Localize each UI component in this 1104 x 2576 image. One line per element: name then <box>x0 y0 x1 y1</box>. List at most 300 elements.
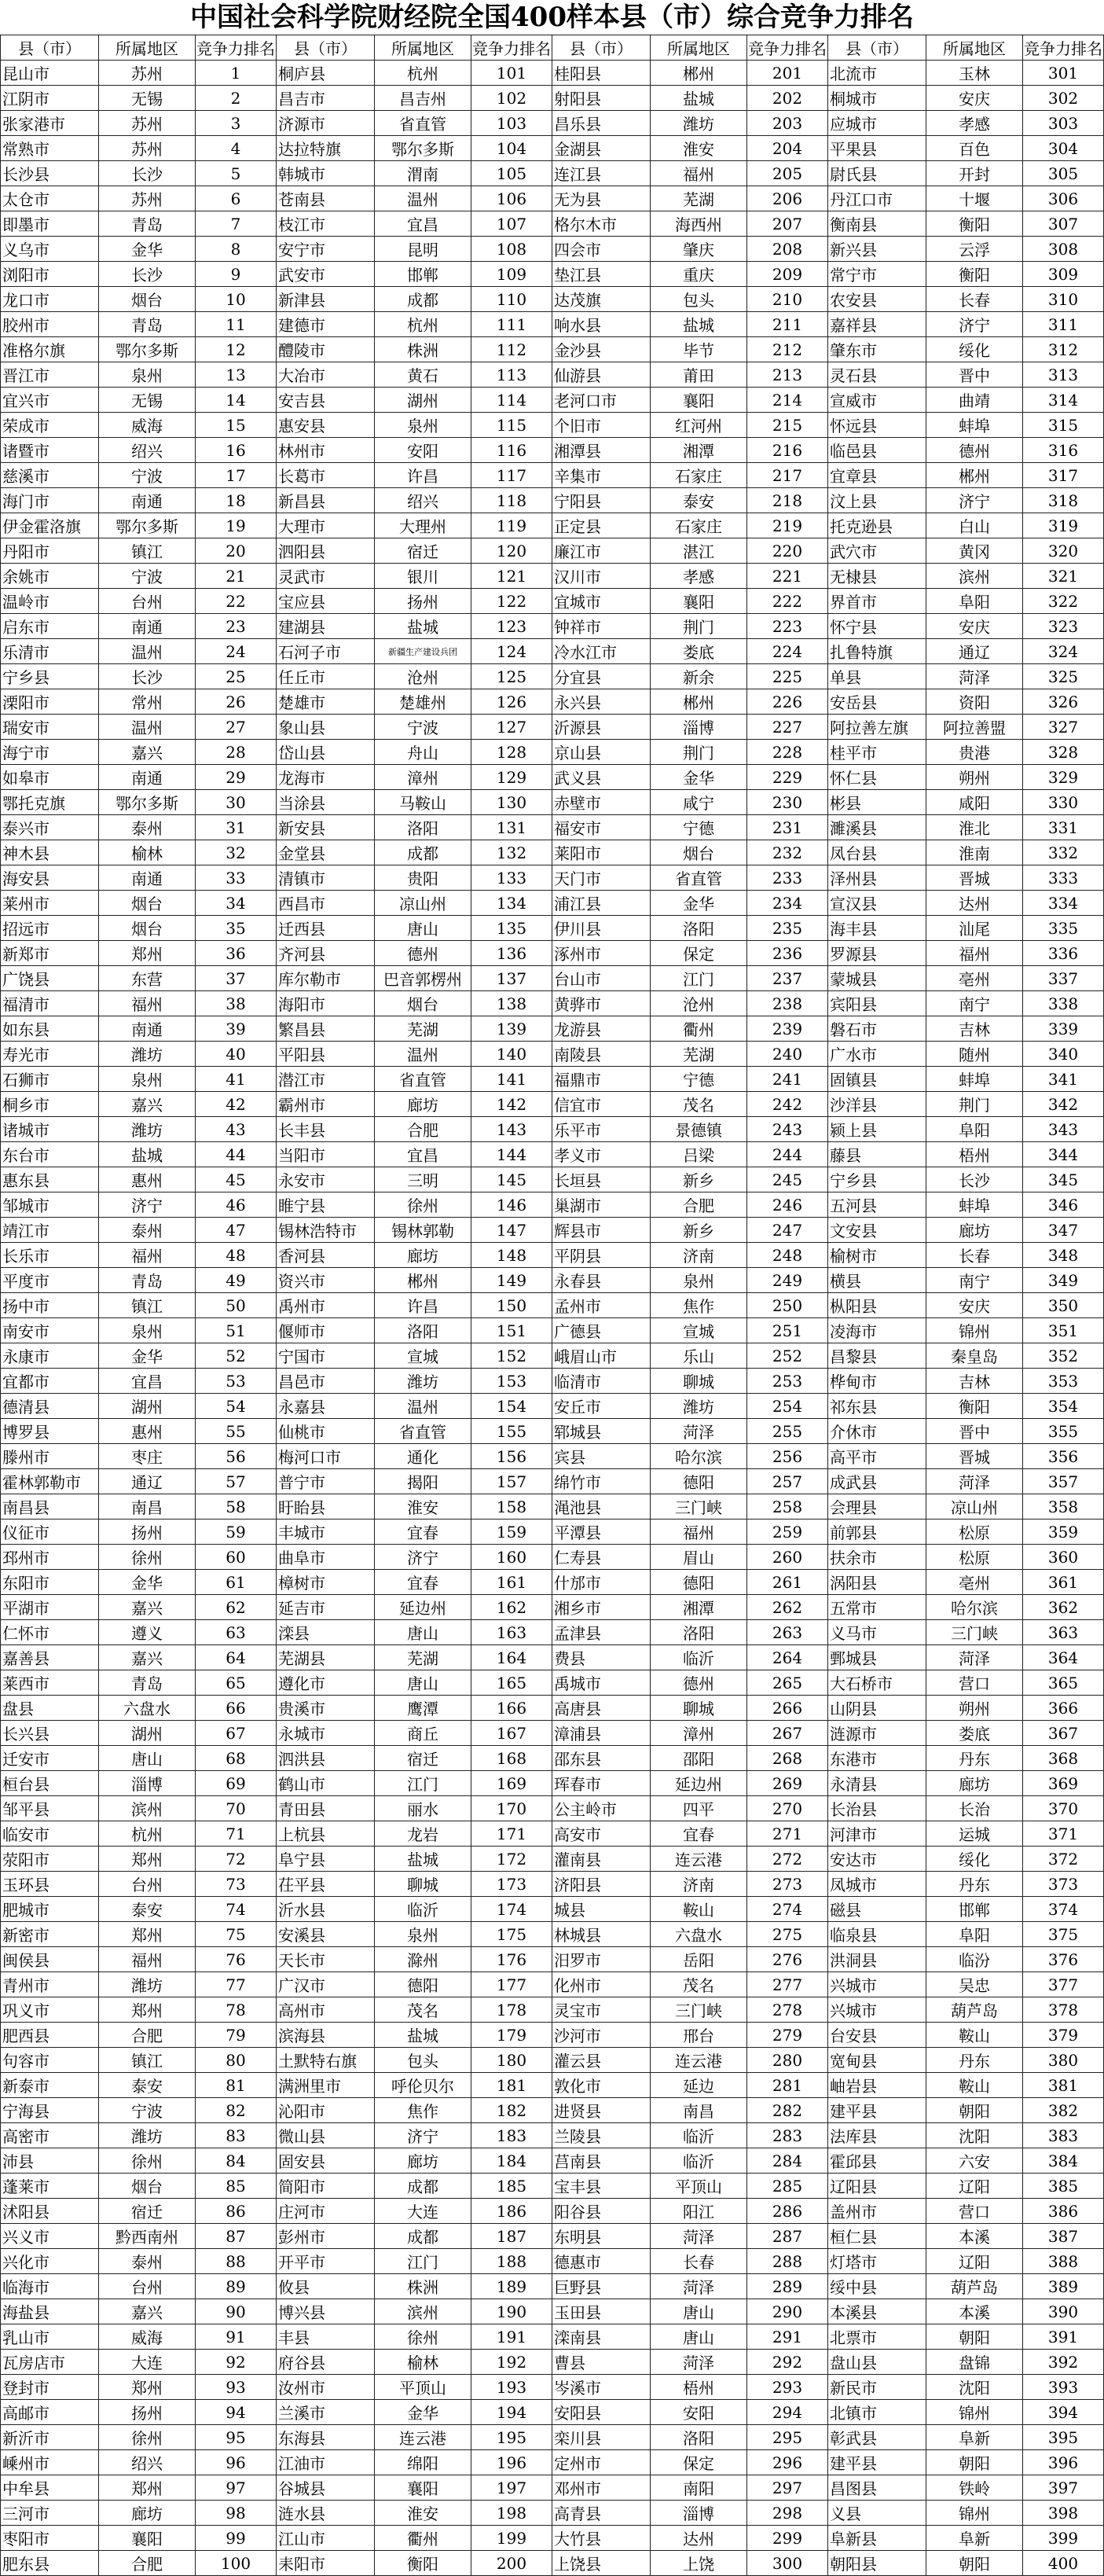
region-cell: 廊坊 <box>375 1243 471 1268</box>
county-cell: 盖州市 <box>828 2199 926 2224</box>
rank-cell: 283 <box>747 2123 828 2148</box>
county-cell: 磐石市 <box>828 1016 926 1042</box>
rank-cell: 172 <box>471 1847 552 1872</box>
region-cell: 三明 <box>375 1167 471 1192</box>
rank-cell: 48 <box>196 1243 277 1268</box>
region-cell: 省直管 <box>375 1419 471 1444</box>
county-cell: 巨野县 <box>552 2274 651 2299</box>
county-cell: 石狮市 <box>1 1067 99 1092</box>
county-cell: 永康市 <box>1 1343 99 1369</box>
county-cell: 温岭市 <box>1 589 99 614</box>
county-cell: 宁阳县 <box>552 488 651 513</box>
region-cell: 宁德 <box>651 1067 747 1092</box>
county-cell: 京山县 <box>552 740 651 765</box>
region-cell: 福州 <box>651 161 747 186</box>
rank-cell: 221 <box>747 564 828 589</box>
region-cell: 济宁 <box>375 1545 471 1570</box>
county-cell: 梅河口市 <box>277 1444 375 1469</box>
rank-cell: 91 <box>196 2324 277 2350</box>
region-cell: 延边 <box>651 2073 747 2098</box>
region-cell: 莆田 <box>651 362 747 388</box>
county-cell: 长葛市 <box>277 463 375 488</box>
region-cell: 达州 <box>651 2526 747 2551</box>
table-row <box>1 2249 1104 2274</box>
table-row <box>1 1016 1104 1042</box>
rank-cell: 352 <box>1023 1343 1104 1369</box>
rank-cell: 140 <box>471 1042 552 1067</box>
region-cell: 衡阳 <box>926 262 1023 287</box>
table-row <box>1 2123 1104 2148</box>
region-cell: 绍兴 <box>99 2450 196 2475</box>
rank-cell: 273 <box>747 1872 828 1897</box>
rank-cell: 331 <box>1023 815 1104 840</box>
rank-cell: 197 <box>471 2475 552 2501</box>
county-cell: 嵊州市 <box>1 2450 99 2475</box>
county-cell: 临泉县 <box>828 1922 926 1947</box>
region-cell: 德阳 <box>651 1469 747 1494</box>
county-cell: 建平县 <box>828 2450 926 2475</box>
county-cell: 凤台县 <box>828 840 926 865</box>
rank-cell: 288 <box>747 2249 828 2274</box>
rank-cell: 121 <box>471 564 552 589</box>
rank-cell: 297 <box>747 2475 828 2501</box>
county-cell: 禹州市 <box>277 1293 375 1318</box>
region-cell: 泰安 <box>99 1897 196 1922</box>
region-cell: 苏州 <box>99 61 196 86</box>
rank-cell: 379 <box>1023 2023 1104 2048</box>
region-cell: 菏泽 <box>651 1419 747 1444</box>
county-cell: 兰溪市 <box>277 2400 375 2425</box>
rank-cell: 56 <box>196 1444 277 1469</box>
rank-cell: 253 <box>747 1369 828 1394</box>
region-cell: 烟台 <box>375 991 471 1016</box>
rank-cell: 87 <box>196 2224 277 2249</box>
rank-cell: 276 <box>747 1947 828 1972</box>
county-cell: 孝义市 <box>552 1142 651 1167</box>
rank-cell: 299 <box>747 2526 828 2551</box>
rank-cell: 102 <box>471 86 552 111</box>
county-cell: 邵东县 <box>552 1746 651 1771</box>
county-cell: 东台市 <box>1 1142 99 1167</box>
table-row <box>1 1218 1104 1243</box>
table-row <box>1 1042 1104 1067</box>
county-cell: 枝江市 <box>277 211 375 237</box>
region-cell: 枣庄 <box>99 1444 196 1469</box>
table-row <box>1 1771 1104 1796</box>
rank-cell: 77 <box>196 1972 277 1997</box>
region-cell: 本溪 <box>926 2299 1023 2324</box>
rank-cell: 269 <box>747 1771 828 1796</box>
rank-cell: 173 <box>471 1872 552 1897</box>
county-cell: 固安县 <box>277 2148 375 2174</box>
region-cell: 福州 <box>99 1947 196 1972</box>
rank-cell: 90 <box>196 2299 277 2324</box>
rank-cell: 112 <box>471 337 552 362</box>
rank-cell: 282 <box>747 2098 828 2123</box>
county-cell: 桦甸市 <box>828 1369 926 1394</box>
rank-cell: 386 <box>1023 2199 1104 2224</box>
region-cell: 泉州 <box>375 413 471 438</box>
rank-cell: 24 <box>196 639 277 664</box>
rank-cell: 146 <box>471 1192 552 1218</box>
rank-cell: 274 <box>747 1897 828 1922</box>
region-cell: 鹰潭 <box>375 1696 471 1721</box>
table-row <box>1 2098 1104 2123</box>
region-cell: 黄石 <box>375 362 471 388</box>
region-cell: 平顶山 <box>651 2174 747 2199</box>
region-cell: 凉山州 <box>926 1494 1023 1520</box>
table-row <box>1 2174 1104 2199</box>
rank-cell: 155 <box>471 1419 552 1444</box>
table-row <box>1 1268 1104 1293</box>
rank-cell: 190 <box>471 2299 552 2324</box>
region-cell: 南通 <box>99 488 196 513</box>
county-cell: 肥西县 <box>1 2023 99 2048</box>
county-cell: 濉溪县 <box>828 815 926 840</box>
region-cell: 营口 <box>926 2199 1023 2224</box>
rank-cell: 159 <box>471 1520 552 1545</box>
rank-cell: 397 <box>1023 2475 1104 2501</box>
county-cell: 公主岭市 <box>552 1796 651 1821</box>
rank-cell: 312 <box>1023 337 1104 362</box>
rank-cell: 211 <box>747 312 828 337</box>
county-cell: 盘山县 <box>828 2350 926 2375</box>
county-cell: 桐庐县 <box>277 61 375 86</box>
county-cell: 临海市 <box>1 2274 99 2299</box>
county-cell: 邓州市 <box>552 2475 651 2501</box>
county-cell: 泗洪县 <box>277 1746 375 1771</box>
rank-cell: 66 <box>196 1696 277 1721</box>
county-cell: 天门市 <box>552 865 651 891</box>
table-row <box>1 1243 1104 1268</box>
region-cell: 锦州 <box>926 1318 1023 1343</box>
rank-cell: 43 <box>196 1117 277 1142</box>
rank-cell: 272 <box>747 1847 828 1872</box>
region-cell: 烟台 <box>99 916 196 941</box>
county-cell: 化州市 <box>552 1972 651 1997</box>
county-cell: 孟津县 <box>552 1620 651 1645</box>
rank-cell: 185 <box>471 2174 552 2199</box>
region-cell: 吴忠 <box>926 1972 1023 1997</box>
table-row <box>1 966 1104 991</box>
county-cell: 永嘉县 <box>277 1394 375 1419</box>
county-cell: 高平市 <box>828 1444 926 1469</box>
table-row <box>1 111 1104 136</box>
region-cell: 娄底 <box>651 639 747 664</box>
region-cell: 济宁 <box>926 312 1023 337</box>
region-cell: 焦作 <box>651 1293 747 1318</box>
county-cell: 应城市 <box>828 111 926 136</box>
county-cell: 大竹县 <box>552 2526 651 2551</box>
county-cell: 三河市 <box>1 2501 99 2526</box>
county-cell: 仪征市 <box>1 1520 99 1545</box>
region-cell: 宿迁 <box>375 1746 471 1771</box>
region-cell: 福州 <box>926 941 1023 966</box>
county-cell: 新沂市 <box>1 2425 99 2450</box>
rank-cell: 305 <box>1023 161 1104 186</box>
county-cell: 临清市 <box>552 1369 651 1394</box>
region-cell: 绥化 <box>926 1847 1023 1872</box>
region-cell: 长春 <box>926 287 1023 312</box>
county-cell: 涟源市 <box>828 1721 926 1746</box>
county-cell: 长丰县 <box>277 1117 375 1142</box>
region-cell: 丹东 <box>926 1872 1023 1897</box>
rank-cell: 182 <box>471 2098 552 2123</box>
rank-cell: 113 <box>471 362 552 388</box>
region-cell: 朔州 <box>926 1696 1023 1721</box>
rank-cell: 51 <box>196 1318 277 1343</box>
county-cell: 桐乡市 <box>1 1092 99 1117</box>
county-cell: 祁东县 <box>828 1394 926 1419</box>
table-row <box>1 715 1104 740</box>
rank-cell: 99 <box>196 2526 277 2551</box>
county-cell: 丰城市 <box>277 1520 375 1545</box>
rank-cell: 144 <box>471 1142 552 1167</box>
region-cell: 省直管 <box>651 865 747 891</box>
rank-cell: 26 <box>196 689 277 715</box>
rank-cell: 11 <box>196 312 277 337</box>
region-cell: 台州 <box>99 1872 196 1897</box>
region-cell: 包头 <box>651 287 747 312</box>
rank-cell: 162 <box>471 1595 552 1620</box>
region-cell: 衡阳 <box>926 1394 1023 1419</box>
region-cell: 东营 <box>99 966 196 991</box>
region-cell: 绍兴 <box>375 488 471 513</box>
rank-cell: 266 <box>747 1696 828 1721</box>
region-cell: 大理州 <box>375 513 471 538</box>
region-cell: 绥化 <box>926 337 1023 362</box>
county-cell: 玉环县 <box>1 1872 99 1897</box>
region-cell: 朝阳 <box>926 2450 1023 2475</box>
county-cell: 上杭县 <box>277 1821 375 1847</box>
rank-cell: 387 <box>1023 2224 1104 2249</box>
rank-cell: 219 <box>747 513 828 538</box>
region-cell: 邯郸 <box>375 262 471 287</box>
rank-cell: 127 <box>471 715 552 740</box>
county-cell: 永安市 <box>277 1167 375 1192</box>
table-row <box>1 1746 1104 1771</box>
rank-cell: 106 <box>471 186 552 211</box>
rank-cell: 202 <box>747 86 828 111</box>
region-cell: 六盘水 <box>99 1696 196 1721</box>
rank-cell: 337 <box>1023 966 1104 991</box>
county-cell: 乳山市 <box>1 2324 99 2350</box>
rank-cell: 256 <box>747 1444 828 1469</box>
rank-cell: 40 <box>196 1042 277 1067</box>
rank-cell: 307 <box>1023 211 1104 237</box>
region-cell: 菏泽 <box>926 1469 1023 1494</box>
rank-cell: 194 <box>471 2400 552 2425</box>
rank-cell: 316 <box>1023 438 1104 463</box>
rank-cell: 278 <box>747 1997 828 2023</box>
region-cell: 温州 <box>375 1042 471 1067</box>
county-cell: 如东县 <box>1 1016 99 1042</box>
rank-cell: 157 <box>471 1469 552 1494</box>
region-cell: 梧州 <box>926 1142 1023 1167</box>
county-cell: 灵石县 <box>828 362 926 388</box>
county-cell: 谷城县 <box>277 2475 375 2501</box>
region-cell: 合肥 <box>99 2551 196 2576</box>
rank-cell: 135 <box>471 916 552 941</box>
table-row <box>1 2450 1104 2475</box>
region-cell: 保定 <box>651 941 747 966</box>
rank-cell: 271 <box>747 1821 828 1847</box>
rank-cell: 369 <box>1023 1771 1104 1796</box>
table-row <box>1 991 1104 1016</box>
county-cell: 托克逊县 <box>828 513 926 538</box>
region-cell: 鞍山 <box>926 2073 1023 2098</box>
table-row <box>1 2551 1104 2576</box>
region-cell: 龙岩 <box>375 1821 471 1847</box>
rank-cell: 143 <box>471 1117 552 1142</box>
region-cell: 蚌埠 <box>926 413 1023 438</box>
rank-cell: 210 <box>747 287 828 312</box>
county-cell: 府谷县 <box>277 2350 375 2375</box>
county-cell: 韩城市 <box>277 161 375 186</box>
table-row <box>1 2199 1104 2224</box>
county-cell: 扬中市 <box>1 1293 99 1318</box>
ranking-table <box>0 35 1104 2576</box>
county-cell: 安丘市 <box>552 1394 651 1419</box>
rank-cell: 309 <box>1023 262 1104 287</box>
rank-cell: 5 <box>196 161 277 186</box>
county-cell: 土默特右旗 <box>277 2048 375 2073</box>
region-cell: 菏泽 <box>651 2350 747 2375</box>
region-cell: 泰州 <box>99 2249 196 2274</box>
county-cell: 海宁市 <box>1 740 99 765</box>
county-cell: 武穴市 <box>828 538 926 564</box>
table-row <box>1 1645 1104 1670</box>
county-cell: 辉县市 <box>552 1218 651 1243</box>
county-cell: 盘县 <box>1 1696 99 1721</box>
county-cell: 北流市 <box>828 61 926 86</box>
region-cell: 三门峡 <box>651 1997 747 2023</box>
region-cell: 泰安 <box>99 2073 196 2098</box>
county-cell: 邳州市 <box>1 1545 99 1570</box>
county-cell: 台安县 <box>828 2023 926 2048</box>
region-cell: 郴州 <box>651 689 747 715</box>
rank-cell: 108 <box>471 237 552 262</box>
region-cell: 宁波 <box>99 564 196 589</box>
rank-cell: 378 <box>1023 1997 1104 2023</box>
table-row <box>1 388 1104 413</box>
region-cell: 徐州 <box>375 1192 471 1218</box>
county-cell: 宁国市 <box>277 1343 375 1369</box>
county-cell: 磁县 <box>828 1897 926 1922</box>
rank-cell: 392 <box>1023 2350 1104 2375</box>
table-row <box>1 2023 1104 2048</box>
county-cell: 宝丰县 <box>552 2174 651 2199</box>
header-county: 县（市） <box>277 35 375 61</box>
rank-cell: 259 <box>747 1520 828 1545</box>
region-cell: 漳州 <box>651 1721 747 1746</box>
region-cell: 咸宁 <box>651 790 747 815</box>
rank-cell: 104 <box>471 136 552 161</box>
county-cell: 汶上县 <box>828 488 926 513</box>
region-cell: 丽水 <box>375 1796 471 1821</box>
table-row <box>1 1997 1104 2023</box>
county-cell: 滦南县 <box>552 2324 651 2350</box>
rank-cell: 110 <box>471 287 552 312</box>
region-cell: 聊城 <box>651 1369 747 1394</box>
rank-cell: 311 <box>1023 312 1104 337</box>
county-cell: 建湖县 <box>277 614 375 639</box>
region-cell: 黄冈 <box>926 538 1023 564</box>
rank-cell: 238 <box>747 991 828 1016</box>
county-cell: 老河口市 <box>552 388 651 413</box>
table-row <box>1 790 1104 815</box>
county-cell: 偃师市 <box>277 1318 375 1343</box>
region-cell: 潍坊 <box>651 111 747 136</box>
region-cell: 三门峡 <box>926 1620 1023 1645</box>
county-cell: 汉川市 <box>552 564 651 589</box>
county-cell: 义马市 <box>828 1620 926 1645</box>
region-cell: 宁德 <box>651 815 747 840</box>
region-cell: 丹东 <box>926 2048 1023 2073</box>
rank-cell: 35 <box>196 916 277 941</box>
county-cell: 瓦房店市 <box>1 2350 99 2375</box>
county-cell: 凤城市 <box>828 1872 926 1897</box>
rank-cell: 357 <box>1023 1469 1104 1494</box>
rank-cell: 241 <box>747 1067 828 1092</box>
county-cell: 涡阳县 <box>828 1570 926 1595</box>
county-cell: 安达市 <box>828 1847 926 1872</box>
region-cell: 梧州 <box>651 2375 747 2400</box>
rank-cell: 334 <box>1023 891 1104 916</box>
region-cell: 新乡 <box>651 1167 747 1192</box>
rank-cell: 93 <box>196 2375 277 2400</box>
county-cell: 桓台县 <box>1 1771 99 1796</box>
region-cell: 阿拉善盟 <box>926 715 1023 740</box>
county-cell: 邹城市 <box>1 1192 99 1218</box>
region-cell: 南通 <box>99 865 196 891</box>
county-cell: 宾县 <box>552 1444 651 1469</box>
table-row <box>1 1192 1104 1218</box>
rank-cell: 124 <box>471 639 552 664</box>
rank-cell: 203 <box>747 111 828 136</box>
rank-cell: 199 <box>471 2526 552 2551</box>
county-cell: 海丰县 <box>828 916 926 941</box>
county-cell: 榆树市 <box>828 1243 926 1268</box>
county-cell: 台山市 <box>552 966 651 991</box>
table-row <box>1 1067 1104 1092</box>
table-row <box>1 2475 1104 2501</box>
rank-cell: 41 <box>196 1067 277 1092</box>
rank-cell: 255 <box>747 1419 828 1444</box>
region-cell: 通辽 <box>99 1469 196 1494</box>
region-cell: 楚雄州 <box>375 689 471 715</box>
region-cell: 海西州 <box>651 211 747 237</box>
region-cell: 成都 <box>375 2174 471 2199</box>
county-cell: 临邑县 <box>828 438 926 463</box>
rank-cell: 70 <box>196 1796 277 1821</box>
region-cell: 温州 <box>99 639 196 664</box>
rank-cell: 180 <box>471 2048 552 2073</box>
county-cell: 林城县 <box>552 1922 651 1947</box>
county-cell: 武安市 <box>277 262 375 287</box>
rank-cell: 191 <box>471 2324 552 2350</box>
county-cell: 诸暨市 <box>1 438 99 463</box>
rank-cell: 315 <box>1023 413 1104 438</box>
table-row <box>1 2501 1104 2526</box>
county-cell: 沂水县 <box>277 1897 375 1922</box>
region-cell: 洛阳 <box>651 916 747 941</box>
region-cell: 宜春 <box>651 1821 747 1847</box>
region-cell: 阜新 <box>926 2526 1023 2551</box>
region-cell: 临沂 <box>651 2148 747 2174</box>
rank-cell: 163 <box>471 1620 552 1645</box>
county-cell: 永城市 <box>277 1721 375 1746</box>
